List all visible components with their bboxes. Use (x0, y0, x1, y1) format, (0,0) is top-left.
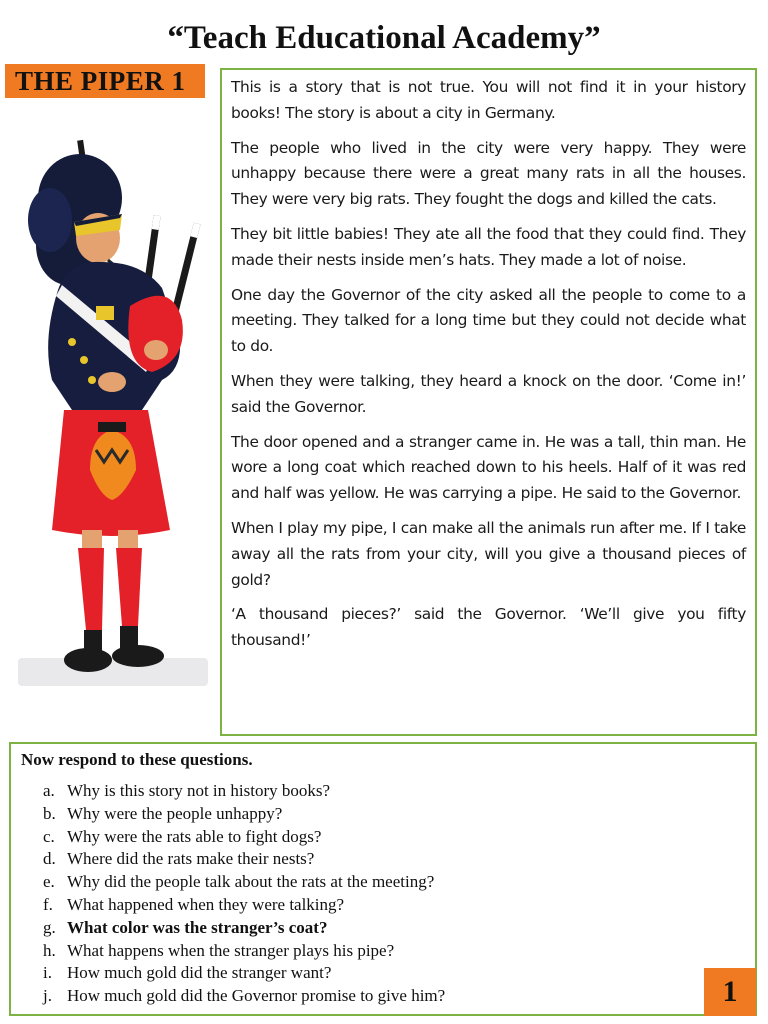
question-text: How much gold did the Governor promise to give him? (67, 986, 446, 1006)
question-text: Why were the rats able to fight dogs? (67, 826, 322, 846)
bagpiper-figure (12, 110, 212, 700)
hand (98, 372, 126, 392)
story-text-box (220, 68, 757, 736)
page-title: “Teach Educational Academy” (167, 20, 601, 56)
question-letter: h. (43, 940, 56, 960)
question-letter: c. (43, 826, 55, 846)
question-text: Why were the people unhappy? (67, 803, 283, 823)
question-item (43, 848, 745, 871)
question-letter: j. (43, 986, 52, 1006)
question-item (43, 826, 745, 849)
page-number: 1 (704, 968, 756, 1016)
question-letter: b. (43, 803, 56, 823)
story-paragraph: This is a story that is not true. You will not find it in your history books! The story is about a city in Germany. (231, 78, 746, 122)
question-text: Why is this story not in history books? (67, 781, 331, 800)
question-item (43, 780, 745, 803)
question-text: What happened when they were talking? (67, 894, 345, 914)
question-item (43, 871, 745, 894)
question-item (43, 962, 745, 985)
questions-heading: Now respond to these questions. (21, 750, 253, 769)
question-letter: f. (43, 894, 53, 914)
question-letter: a. (43, 781, 55, 800)
ground-shadow (18, 658, 208, 686)
question-text: Why did the people talk about the rats at the meeting? (67, 872, 435, 892)
question-text: Where did the rats make their nests? (67, 849, 315, 869)
piper-illustration (12, 110, 212, 700)
story-paragraph: The door opened and a stranger came in. He was a tall, thin man. He wore a long coat which reached down to his heels. Half of it was red and half was yellow. He was carrying a pipe. He said to the Governor. (231, 432, 746, 503)
hand (144, 340, 168, 360)
question-text: How much gold did the stranger want? (67, 963, 332, 983)
question-letter: e. (43, 872, 55, 892)
question-text: What color was the stranger’s coat? (67, 917, 328, 937)
question-text: What happens when the stranger plays his pipe? (67, 940, 395, 960)
question-item (43, 940, 745, 963)
question-letter: i. (43, 963, 52, 983)
question-item (43, 803, 745, 826)
questions-box (9, 742, 757, 1016)
questions-list (21, 780, 745, 1008)
question-letter: d. (43, 849, 56, 869)
story-paragraph: When they were talking, they heard a knock on the door. ‘Come in!’ said the Governor. (231, 371, 746, 416)
legs (78, 530, 142, 630)
question-letter: g. (43, 917, 56, 937)
question-item (43, 894, 745, 917)
story-paragraph: The people who lived in the city were very happy. They were unhappy because there were a great many rats in all the houses. They were very big rats. They fought the dogs and killed the cats. (231, 138, 746, 209)
question-item (43, 985, 745, 1008)
story-paragraph: ‘A thousand pieces?’ said the Governor. ‘We’ll give you fifty thousand!’ (231, 605, 746, 650)
story-paragraph: When I play my pipe, I can make all the animals run after me. If I take away all the rats from your city, will you give a thousand pieces of gold? (231, 518, 746, 589)
story-paragraph: They bit little babies! They ate all the food that they could find. They made their nests inside men’s hats. They made a lot of noise. (231, 224, 746, 269)
question-item (43, 917, 745, 940)
story-title-badge: THE PIPER 1 (5, 64, 205, 98)
story-paragraph: One day the Governor of the city asked all the people to come to a meeting. They talked for a long time but they could not decide what to do. (231, 285, 746, 356)
